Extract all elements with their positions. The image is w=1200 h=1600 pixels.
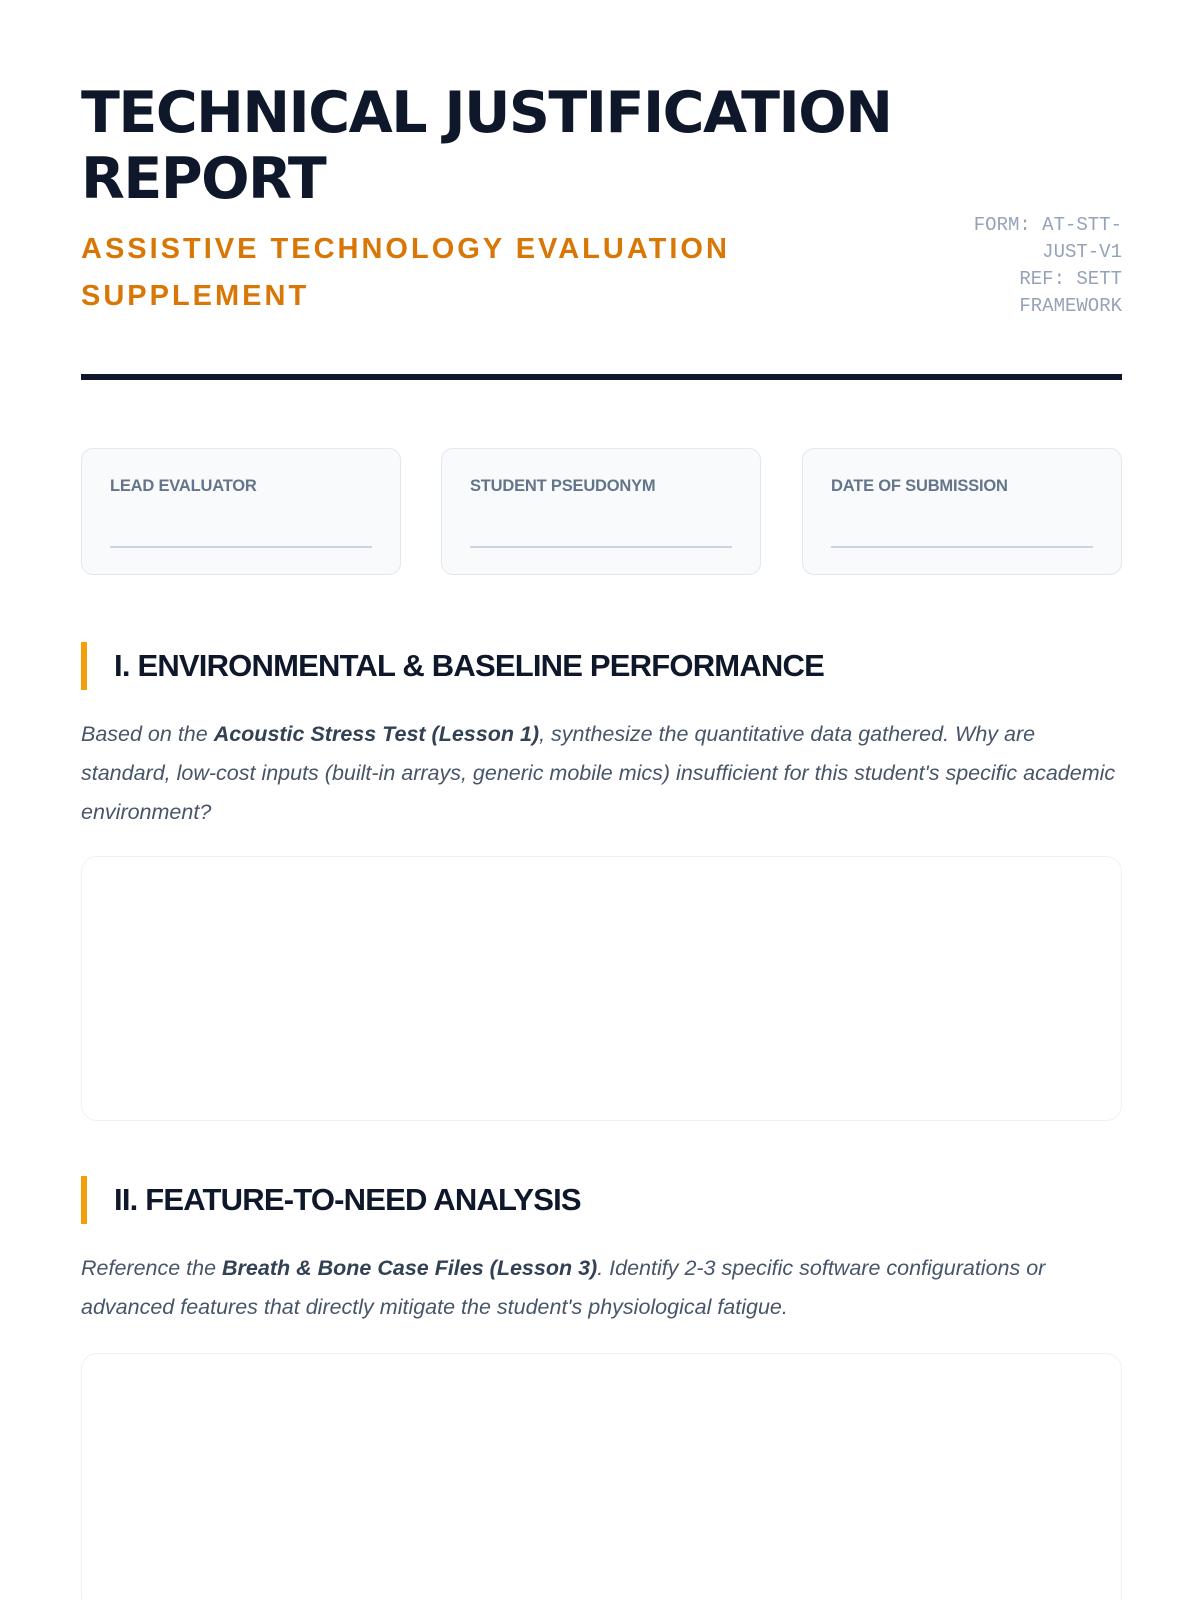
section-2-answer-box[interactable]: [81, 1353, 1122, 1600]
section-2-prompt-lead: Reference the: [81, 1256, 223, 1280]
lead-evaluator-field[interactable]: [81, 448, 401, 575]
date-of-submission-field[interactable]: [802, 448, 1122, 575]
section-1-prompt-lead: Based on the: [81, 722, 214, 746]
section-2-accent-bar: [81, 1176, 87, 1224]
date-of-submission-label: DATE OF SUBMISSION: [831, 477, 1008, 495]
section-1-prompt-body: , synthesize the quantitative data gathered. Why are standard, low-cost inputs (built-in arrays, generic mobile mics) insufficient for this student's specific academic environment?: [81, 722, 1116, 824]
header-divider: [81, 374, 1122, 380]
section-1-title: I. ENVIRONMENTAL & BASELINE PERFORMANCE: [114, 648, 824, 683]
section-2-prompt-body: . Identify 2-3 specific software configurations or advanced features that directly mitigate the student's physiological fatigue.: [81, 1256, 1046, 1319]
section-1-heading: [81, 642, 1122, 690]
student-pseudonym-input-line[interactable]: [470, 546, 732, 548]
section-2-prompt-reference: Breath & Bone Case Files (Lesson 3): [222, 1256, 598, 1280]
section-2-prompt: [81, 1249, 1122, 1327]
report-page: [81, 0, 1122, 1600]
section-1-answer-box[interactable]: [81, 856, 1122, 1121]
section-2-heading: [81, 1176, 1122, 1224]
info-fields: [81, 448, 1122, 575]
student-pseudonym-label: STUDENT PSEUDONYM: [470, 477, 656, 495]
lead-evaluator-label: LEAD EVALUATOR: [110, 477, 257, 495]
section-1-prompt-reference: Acoustic Stress Test (Lesson 1): [213, 722, 540, 746]
section-1-accent-bar: [81, 642, 87, 690]
date-of-submission-input-line[interactable]: [831, 546, 1093, 548]
form-ref: FORM: AT-STT-JUST-V1: [973, 214, 1122, 263]
framework-ref: REF: SETT FRAMEWORK: [1019, 268, 1122, 317]
student-pseudonym-field[interactable]: [441, 448, 761, 575]
report-title: TECHNICAL JUSTIFICATION REPORT: [81, 80, 892, 212]
lead-evaluator-input-line[interactable]: [110, 546, 372, 548]
report-subtitle: ASSISTIVE TECHNOLOGY EVALUATION SUPPLEMENT: [81, 233, 730, 312]
section-2-title: II. FEATURE-TO-NEED ANALYSIS: [114, 1182, 581, 1217]
section-1-prompt: [81, 715, 1122, 832]
form-meta: [952, 212, 1122, 320]
